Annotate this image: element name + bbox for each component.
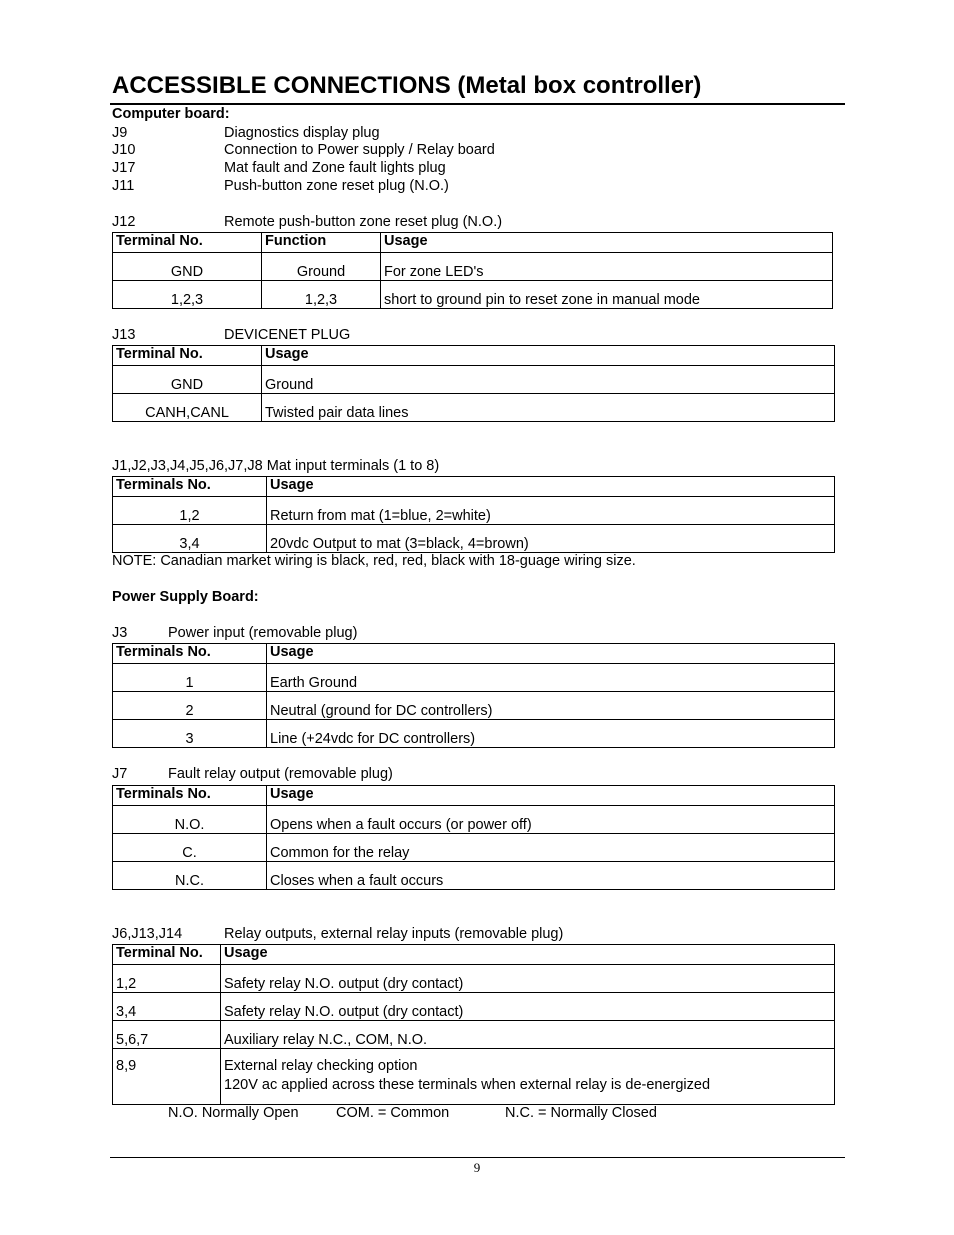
wiring-note: NOTE: Canadian market wiring is black, red, red, black with 18-guage wiring size. xyxy=(112,553,636,569)
table-row xyxy=(113,525,835,553)
plug-id: J10 xyxy=(112,142,136,158)
table-row xyxy=(113,497,835,525)
j3-desc: Power input (removable plug) xyxy=(168,625,358,641)
mat-table xyxy=(112,476,835,553)
table-row xyxy=(113,281,833,309)
table-cell: 1,2,3 xyxy=(262,281,381,309)
table-cell: GND xyxy=(113,253,262,281)
title-rule xyxy=(110,103,845,105)
table-cell: short to ground pin to reset zone in manual mode xyxy=(381,281,833,309)
table-cell: 1,2 xyxy=(113,965,221,993)
table-row xyxy=(113,993,835,1021)
table-cell: Line (+24vdc for DC controllers) xyxy=(267,720,835,748)
footer-rule xyxy=(110,1157,845,1158)
power-supply-heading: Power Supply Board: xyxy=(112,589,259,605)
j12-id: J12 xyxy=(112,214,136,230)
table-cell: 5,6,7 xyxy=(113,1021,221,1049)
j7-id: J7 xyxy=(112,766,128,782)
table-row xyxy=(113,366,835,394)
legend-normally-closed: N.C. = Normally Closed xyxy=(505,1105,657,1121)
table-row xyxy=(113,834,835,862)
j3-table xyxy=(112,643,835,748)
table-row xyxy=(113,1021,835,1049)
table-row xyxy=(113,965,835,993)
table-cell: 3,4 xyxy=(113,525,267,553)
column-header: Usage xyxy=(267,644,835,664)
column-header: Terminal No. xyxy=(113,233,262,253)
table-cell: Earth Ground xyxy=(267,664,835,692)
table-row xyxy=(113,806,835,834)
table-cell: Ground xyxy=(262,253,381,281)
mat-label: J1,J2,J3,J4,J5,J6,J7,J8 Mat input terminals (1 to 8) xyxy=(112,458,440,474)
table-cell: 8,9 xyxy=(113,1049,221,1105)
j7-table xyxy=(112,785,835,890)
table-cell: 1,2 xyxy=(113,497,267,525)
table-cell: CANH,CANL xyxy=(113,394,262,422)
table-row xyxy=(113,720,835,748)
table-row xyxy=(113,253,833,281)
table-cell: Safety relay N.O. output (dry contact) xyxy=(221,965,835,993)
table-row xyxy=(113,664,835,692)
table-cell: Ground xyxy=(262,366,835,394)
table-header-row xyxy=(113,644,835,664)
table-header-row xyxy=(113,233,833,253)
column-header: Terminal No. xyxy=(113,346,262,366)
column-header: Usage xyxy=(262,346,835,366)
plug-desc: Mat fault and Zone fault lights plug xyxy=(224,160,446,176)
table-cell: N.O. xyxy=(113,806,267,834)
table-cell: C. xyxy=(113,834,267,862)
relay-table xyxy=(112,944,835,1105)
column-header: Usage xyxy=(221,945,835,965)
plug-desc: Connection to Power supply / Relay board xyxy=(224,142,495,158)
j3-id: J3 xyxy=(112,625,128,641)
table-header-row xyxy=(113,477,835,497)
j12-desc: Remote push-button zone reset plug (N.O.) xyxy=(224,214,503,230)
computer-board-heading: Computer board: xyxy=(112,106,230,122)
legend-normally-open: N.O. Normally Open xyxy=(168,1105,299,1121)
table-cell: Auxiliary relay N.C., COM, N.O. xyxy=(221,1021,835,1049)
plug-desc: Push-button zone reset plug (N.O.) xyxy=(224,178,449,194)
table-cell: N.C. xyxy=(113,862,267,890)
plug-id: J17 xyxy=(112,160,136,176)
plug-id: J11 xyxy=(112,178,135,194)
table-cell: Safety relay N.O. output (dry contact) xyxy=(221,993,835,1021)
table-cell: Twisted pair data lines xyxy=(262,394,835,422)
table-cell: 20vdc Output to mat (3=black, 4=brown) xyxy=(267,525,835,553)
column-header: Usage xyxy=(381,233,833,253)
column-header: Terminals No. xyxy=(113,477,267,497)
column-header: Terminals No. xyxy=(113,644,267,664)
table-cell: Neutral (ground for DC controllers) xyxy=(267,692,835,720)
plug-desc: Diagnostics display plug xyxy=(224,125,380,141)
relay-desc: Relay outputs, external relay inputs (removable plug) xyxy=(224,926,564,942)
table-cell: 2 xyxy=(113,692,267,720)
table-header-row xyxy=(113,346,835,366)
table-cell: Common for the relay xyxy=(267,834,835,862)
column-header: Usage xyxy=(267,477,835,497)
j12-table xyxy=(112,232,833,309)
table-cell: GND xyxy=(113,366,262,394)
j13-id: J13 xyxy=(112,327,136,343)
relay-option-line: External relay checking option xyxy=(224,1058,418,1074)
table-row xyxy=(113,394,835,422)
j7-desc: Fault relay output (removable plug) xyxy=(168,766,393,782)
j13-desc: DEVICENET PLUG xyxy=(224,327,351,343)
table-row xyxy=(113,692,835,720)
table-row xyxy=(113,862,835,890)
table-row xyxy=(113,1049,835,1105)
table-cell: 3,4 xyxy=(113,993,221,1021)
page-number: 9 xyxy=(473,1160,481,1175)
column-header: Terminal No. xyxy=(113,945,221,965)
page-title: ACCESSIBLE CONNECTIONS (Metal box controller) xyxy=(112,72,702,99)
table-cell: Closes when a fault occurs xyxy=(267,862,835,890)
table-cell: 3 xyxy=(113,720,267,748)
table-cell: Return from mat (1=blue, 2=white) xyxy=(267,497,835,525)
column-header: Function xyxy=(262,233,381,253)
table-cell: For zone LED's xyxy=(381,253,833,281)
table-cell: Opens when a fault occurs (or power off) xyxy=(267,806,835,834)
table-header-row xyxy=(113,945,835,965)
column-header: Usage xyxy=(267,786,835,806)
j13-table xyxy=(112,345,835,422)
column-header: Terminals No. xyxy=(113,786,267,806)
plug-id: J9 xyxy=(112,125,128,141)
table-cell xyxy=(221,1049,835,1105)
legend-common: COM. = Common xyxy=(336,1105,450,1121)
relay-id: J6,J13,J14 xyxy=(112,926,183,942)
table-header-row xyxy=(113,786,835,806)
table-cell: 1,2,3 xyxy=(113,281,262,309)
relay-option-detail: 120V ac applied across these terminals when external relay is de-energized xyxy=(224,1077,711,1093)
table-cell: 1 xyxy=(113,664,267,692)
